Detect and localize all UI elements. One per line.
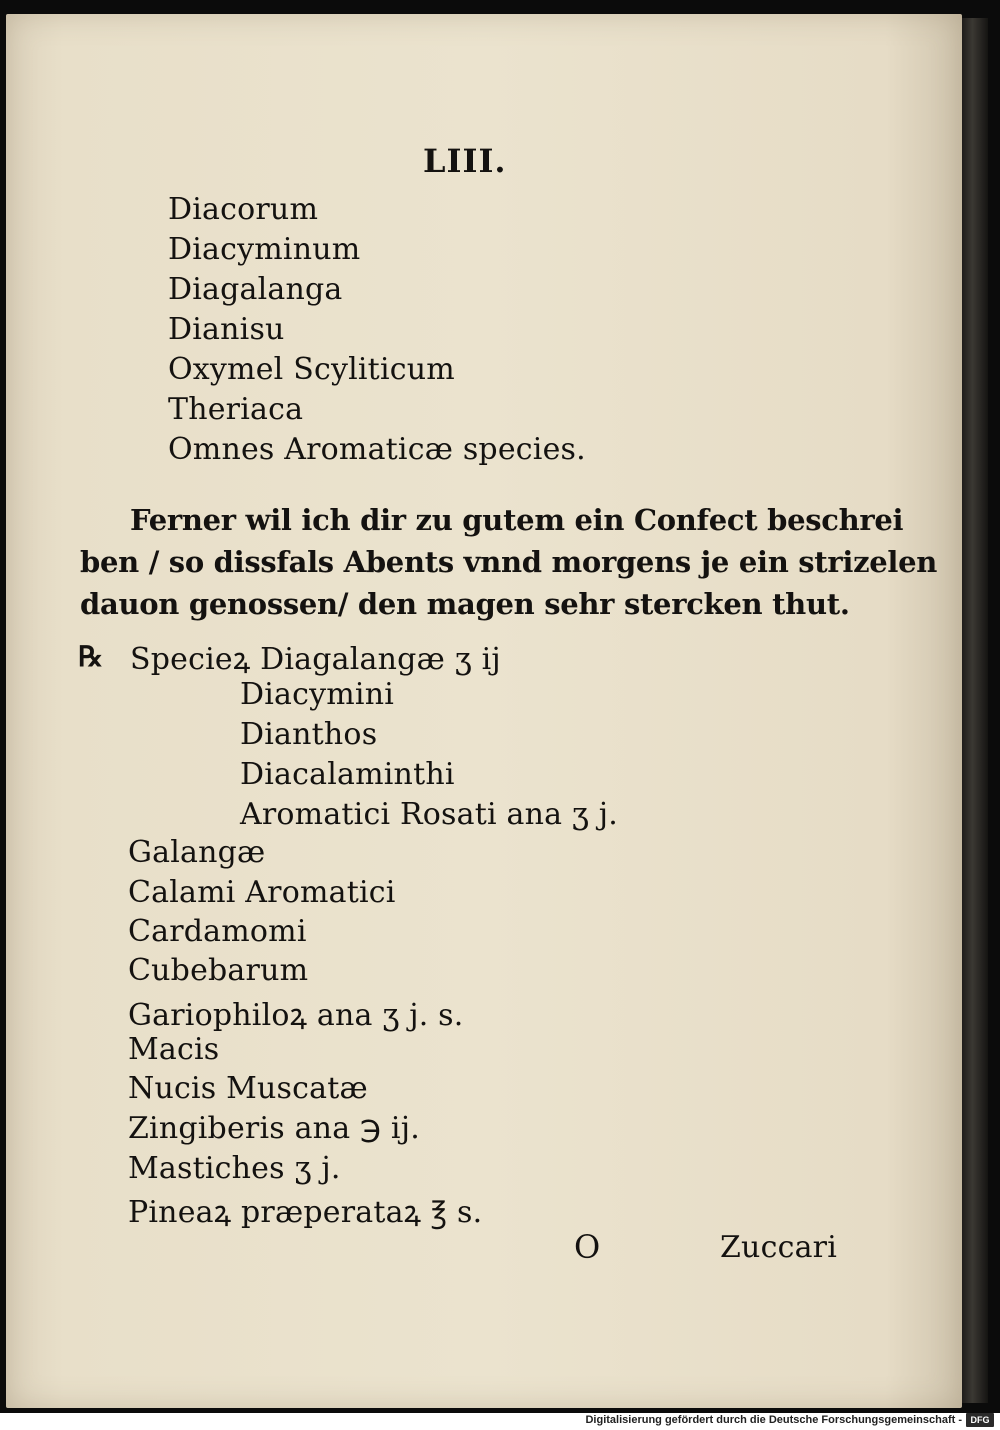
paragraph-line: dauon genossen/ den magen sehr stercken thut. [80,587,850,621]
list-item: Diacorum [168,192,319,227]
dfg-logo: DFG [966,1413,994,1427]
list-item: Theriaca [168,392,304,427]
recipe-mark: ℞ [78,640,104,673]
recipe-item: Macis [128,1032,220,1067]
recipe-item: Galangæ [128,835,266,870]
recipe-sub-item: Dianthos [240,717,378,752]
recipe-line: Specieꝝ Diagalangæ ʒ ij [130,642,501,677]
recipe-item: Cardamomi [128,914,307,949]
page-edge [962,18,988,1403]
recipe-item: Zingiberis ana ℈ ij. [128,1111,420,1146]
recipe-item: Cubebarum [128,953,309,988]
footer-credit: Digitalisierung gefördert durch die Deutsche Forschungsgemeinschaft - [585,1414,962,1426]
signature-mark: O [574,1228,601,1266]
recipe-sub-item: Aromatici Rosati ana ʒ j. [240,797,619,832]
recipe-item: Calami Aromatici [128,875,396,910]
paragraph-line: ben / so dissfals Abents vnnd morgens je ein strizelen [80,545,938,579]
list-item: Oxymel Scyliticum [168,352,455,387]
page-header: LIII. [423,142,507,180]
recipe-sub-item: Diacalaminthi [240,757,455,792]
list-item: Diacyminum [168,232,361,267]
recipe-sub-item: Diacymini [240,677,395,712]
recipe-item: Nucis Muscatæ [128,1071,368,1106]
recipe-item: Gariophiloꝝ ana ʒ j. s. [128,998,464,1033]
catchword: Zuccari [720,1230,837,1265]
recipe-item: Pineaꝝ præperataꝝ ℥ s. [128,1195,483,1230]
list-item: Omnes Aromaticæ species. [168,432,586,467]
paragraph-line: Ferner wil ich dir zu gutem ein Confect beschrei [130,503,904,537]
recipe-item: Mastiches ʒ j. [128,1151,341,1186]
list-item: Diagalanga [168,272,343,307]
list-item: Dianisu [168,312,285,347]
